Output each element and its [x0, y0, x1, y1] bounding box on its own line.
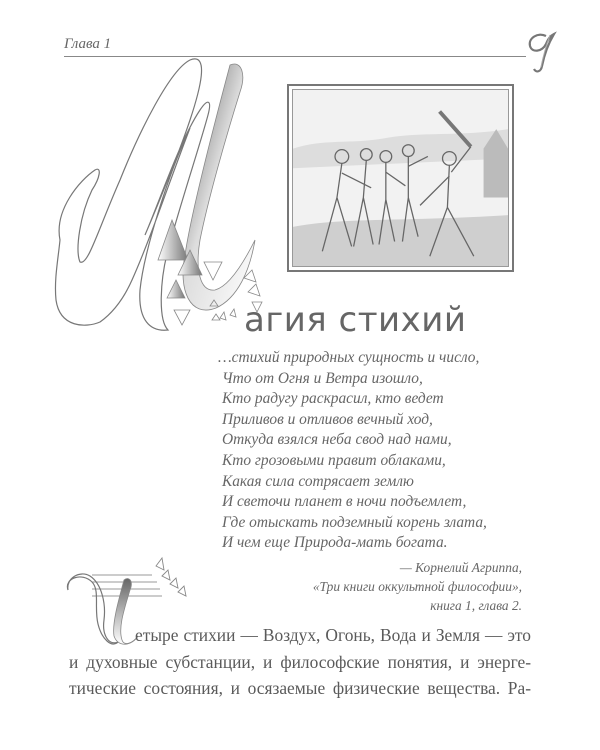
poem-line: Что от Огня и Ветра изошло,	[222, 369, 423, 387]
poem-line: Где отыскать подземный корень злата,	[222, 513, 487, 531]
attribution-reference: книга 1, глава 2.	[430, 598, 522, 613]
body-line: и духовные субстанции, и философские понятия, и энерге-	[69, 651, 531, 672]
attribution-author: — Корнелий Агриппа,	[399, 560, 522, 575]
engraving-illustration	[287, 84, 514, 272]
poem-line: …стихий природных сущность и число,	[218, 349, 480, 366]
poem-line: И чем еще Природа-мать богата.	[222, 534, 448, 552]
poem-line: Откуда взялся неба свод над нами,	[222, 431, 452, 449]
poem-line: Какая сила сотрясает землю	[222, 472, 414, 490]
attribution-work: «Три книги оккультной философии»,	[312, 579, 522, 594]
poem-line: Приливов и отливов вечный ход,	[222, 410, 433, 428]
chapter-title: агия стихий	[244, 300, 467, 340]
epigraph-poem	[218, 348, 487, 554]
poem-line: Кто радугу раскрасил, кто ведет	[222, 390, 444, 408]
page-number-ornamental	[520, 26, 570, 76]
body-line: тические состояния, и осязаемые физические вещества. Ра-	[69, 678, 531, 698]
body-line: етыре стихии — Воздух, Огонь, Вода и Земля — это	[135, 625, 531, 645]
epigraph-attribution	[313, 558, 522, 615]
engraving-image-icon	[293, 90, 508, 266]
running-head: Глава 1	[64, 36, 112, 52]
poem-line: И светочи планет в ночи подъемлет,	[222, 493, 467, 511]
poem-line: Кто грозовыми правит облаками,	[222, 451, 446, 469]
body-paragraph	[69, 622, 531, 702]
